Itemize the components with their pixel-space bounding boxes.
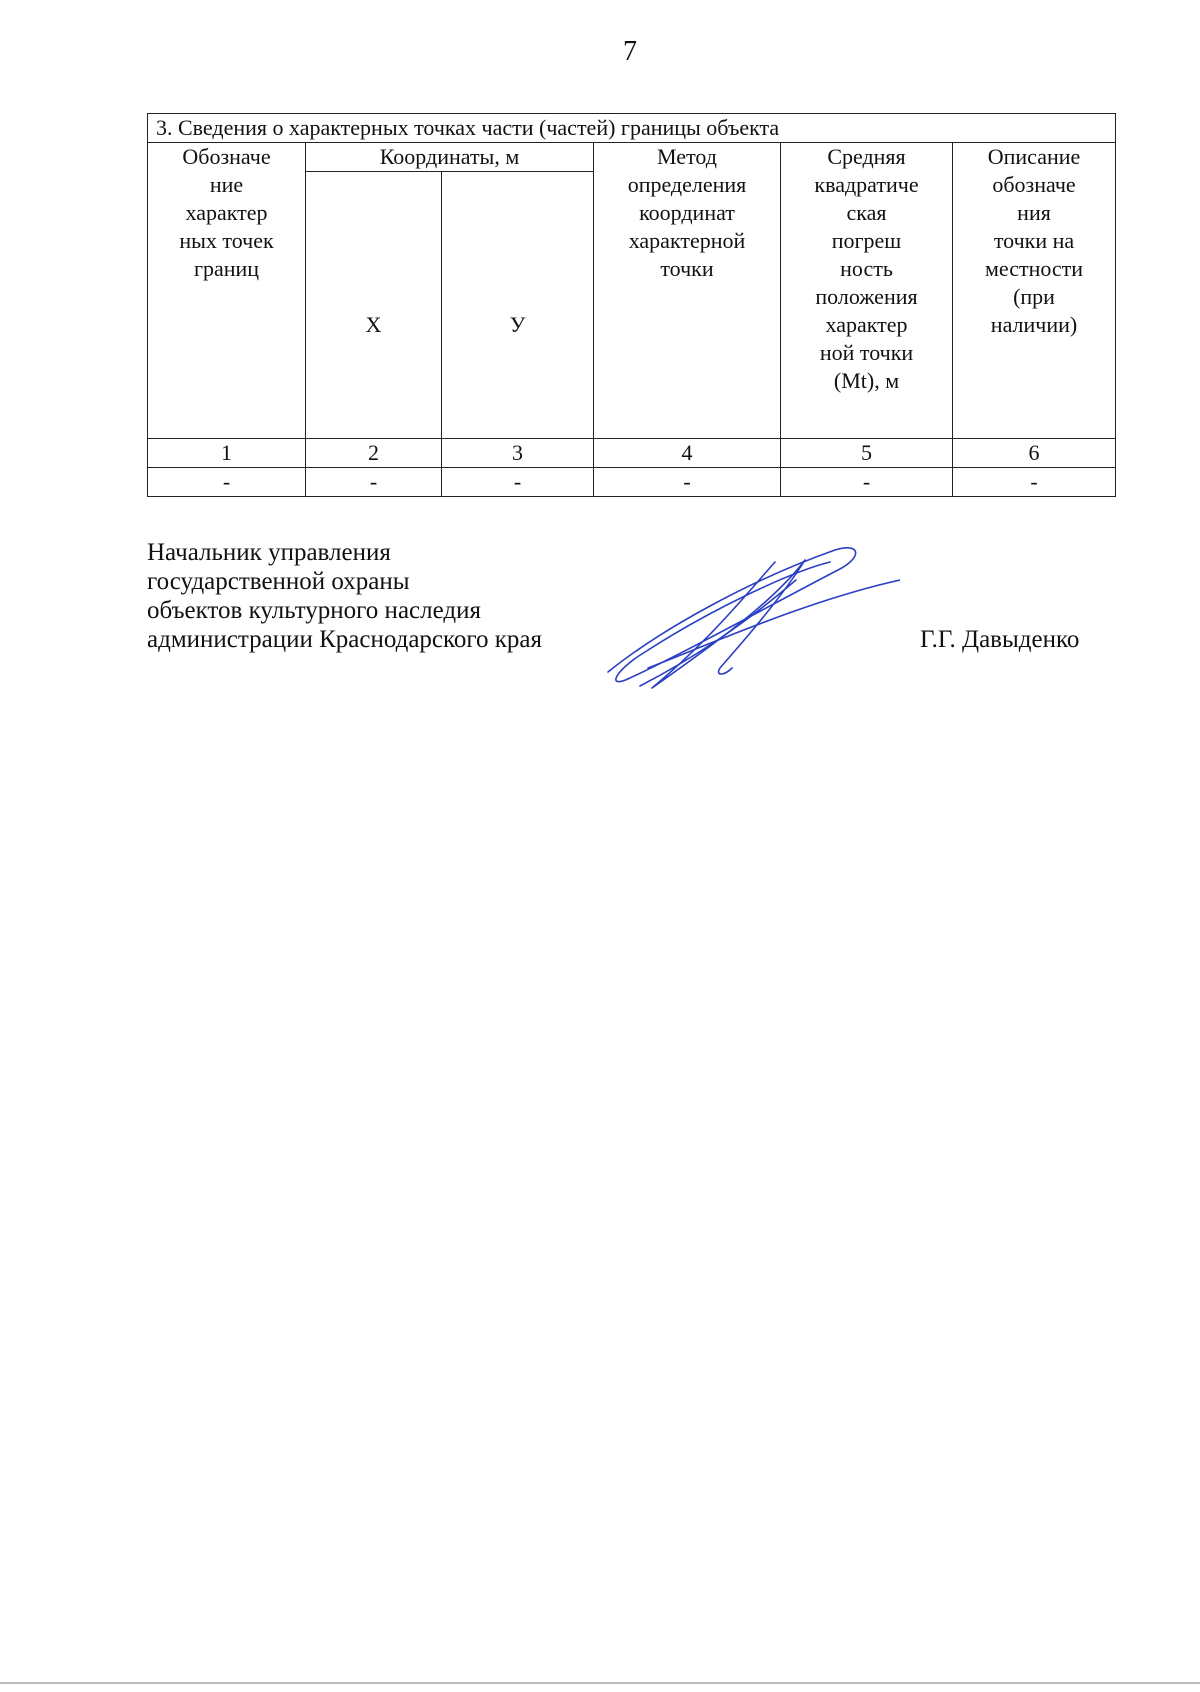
header-coordinates: Координаты, м (306, 143, 594, 172)
header-error: Средняя квадратиче ская погреш ность положения характер ной точки (Mt), м (781, 143, 953, 439)
column-number-row (148, 439, 1116, 468)
position-line: объектов культурного наследия (147, 597, 481, 624)
table-cell: - (442, 468, 594, 497)
page-bottom-edge (0, 1682, 1200, 1684)
table-row (148, 468, 1116, 497)
column-number: 6 (953, 439, 1116, 468)
header-x: Х (306, 172, 442, 439)
signatory-position (147, 538, 542, 654)
header-y: У (442, 172, 594, 439)
header-description: Описание обозначе ния точки на местности (при наличии) (953, 143, 1116, 439)
characteristic-points-table (147, 113, 1116, 497)
table-cell: - (781, 468, 953, 497)
column-number: 3 (442, 439, 594, 468)
header-method: Метод определения координат характерной точки (594, 143, 781, 439)
column-number: 5 (781, 439, 953, 468)
handwritten-signature (600, 540, 900, 700)
position-line: администрации Краснодарского края (147, 626, 543, 653)
position-line: государственной охраны (147, 568, 410, 595)
table-section-title: 3. Сведения о характерных точках части (частей) границы объекта (148, 114, 1116, 143)
header-point-designation: Обозначе ние характер ных точек границ (148, 143, 306, 439)
column-number: 1 (148, 439, 306, 468)
table-cell: - (306, 468, 442, 497)
page-number: 7 (623, 36, 637, 67)
table-cell: - (953, 468, 1116, 497)
table-cell: - (594, 468, 781, 497)
signature-strokes (608, 548, 900, 688)
table-title-row (148, 114, 1116, 143)
table-cell: - (148, 468, 306, 497)
column-number: 2 (306, 439, 442, 468)
signer-name: Г.Г. Давыденко (920, 626, 1080, 653)
table-header-row (148, 143, 1116, 172)
position-line: Начальник управления (147, 539, 391, 566)
column-number: 4 (594, 439, 781, 468)
